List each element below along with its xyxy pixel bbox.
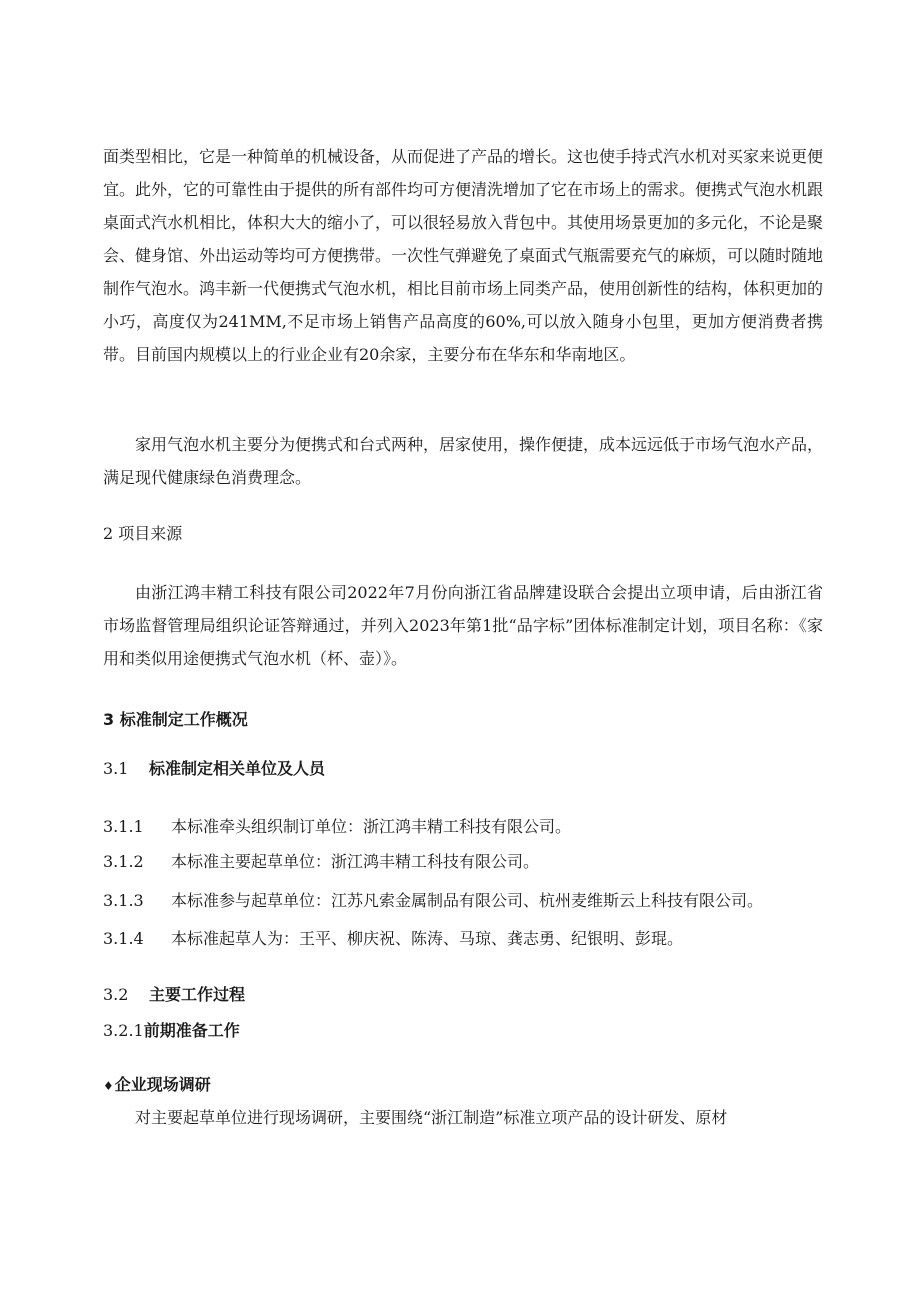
item-text: 本标准起草人为：王平、柳庆祝、陈涛、马琼、龚志勇、纪银明、彭琨。: [171, 929, 684, 948]
site-research-heading: [103, 1073, 211, 1098]
diamond-bullet-icon: ♦: [103, 1079, 114, 1093]
section-3-1-heading: [103, 757, 325, 781]
research-paragraph: 对主要起草单位进行现场调研，主要围绕“浙江制造”标准立项产品的设计研发、原材: [135, 1108, 728, 1127]
section-number: 3.2: [103, 985, 129, 1004]
item-number: 3.1.3: [103, 891, 144, 910]
list-item: [103, 889, 763, 913]
item-number: 3.1.2: [103, 852, 144, 871]
section-3-2-1-heading: [103, 1019, 240, 1043]
item-number: 3.1.4: [103, 929, 144, 948]
list-item: [103, 850, 539, 874]
bullet-title: 企业现场调研: [114, 1075, 211, 1094]
item-text: 本标准主要起草单位：浙江鸿丰精工科技有限公司。: [171, 852, 540, 871]
section-number: 3.1: [103, 759, 129, 778]
section-title: 主要工作过程: [149, 985, 246, 1004]
list-item: [103, 815, 571, 839]
section-number: 3.2.1: [103, 1021, 144, 1040]
item-text: 本标准牵头组织制订单位：浙江鸿丰精工科技有限公司。: [171, 817, 572, 836]
intro-paragraph: 面类型相比，它是一种简单的机械设备，从而促进了产品的增长。这也使手持式汽水机对买家来说更便宜。此外，它的可靠性由于提供的所有部件均可方便清洗增加了它在市场上的需求。便携式气泡水机跟桌面式汽水机相比，体积大大的缩小了，可以很轻易放入背包中。其使用场景更加的多元化，不论是聚会、健身馆、外出运动等均可方便携带。一次性气弹避免了桌面式气瓶需要充气的麻烦，可以随时随地制作气泡水。鸿丰新一代便携式气泡水机，相比目前市场上同类产品，使用创新性的结构，体积更加的小巧，高度仅为241MM,不足市场上销售产品高度的60%,可以放入随身小包里，更加方便消费者携带。目前国内规模以上的行业企业有20余家，主要分布在华东和华南地区。: [103, 147, 824, 364]
item-text: 本标准参与起草单位：江苏凡索金属制品有限公司、杭州麦维斯云上科技有限公司。: [171, 891, 764, 910]
section-3-heading: 3 标准制定工作概况: [103, 710, 248, 729]
item-number: 3.1.1: [103, 817, 144, 836]
section-title: 前期准备工作: [143, 1021, 240, 1040]
section-3-2-heading: [103, 983, 245, 1007]
source-paragraph: 由浙江鸿丰精工科技有限公司2022年7月份向浙江省品牌建设联合会提出立项申请，后由浙江省市场监督管理局组织论证答辩通过，并列入2023年第1批“品字标”团体标准制定计划，项目名称：《家用和类似用途便携式气泡水机（杯、壶）》。: [103, 583, 823, 668]
household-paragraph: 家用气泡水机主要分为便携式和台式两种，居家使用，操作便捷，成本远远低于市场气泡水产品，满足现代健康绿色消费理念。: [103, 435, 824, 487]
section-2-heading: 2 项目来源: [103, 524, 183, 543]
list-item: [103, 927, 683, 951]
section-title: 标准制定相关单位及人员: [149, 759, 326, 778]
